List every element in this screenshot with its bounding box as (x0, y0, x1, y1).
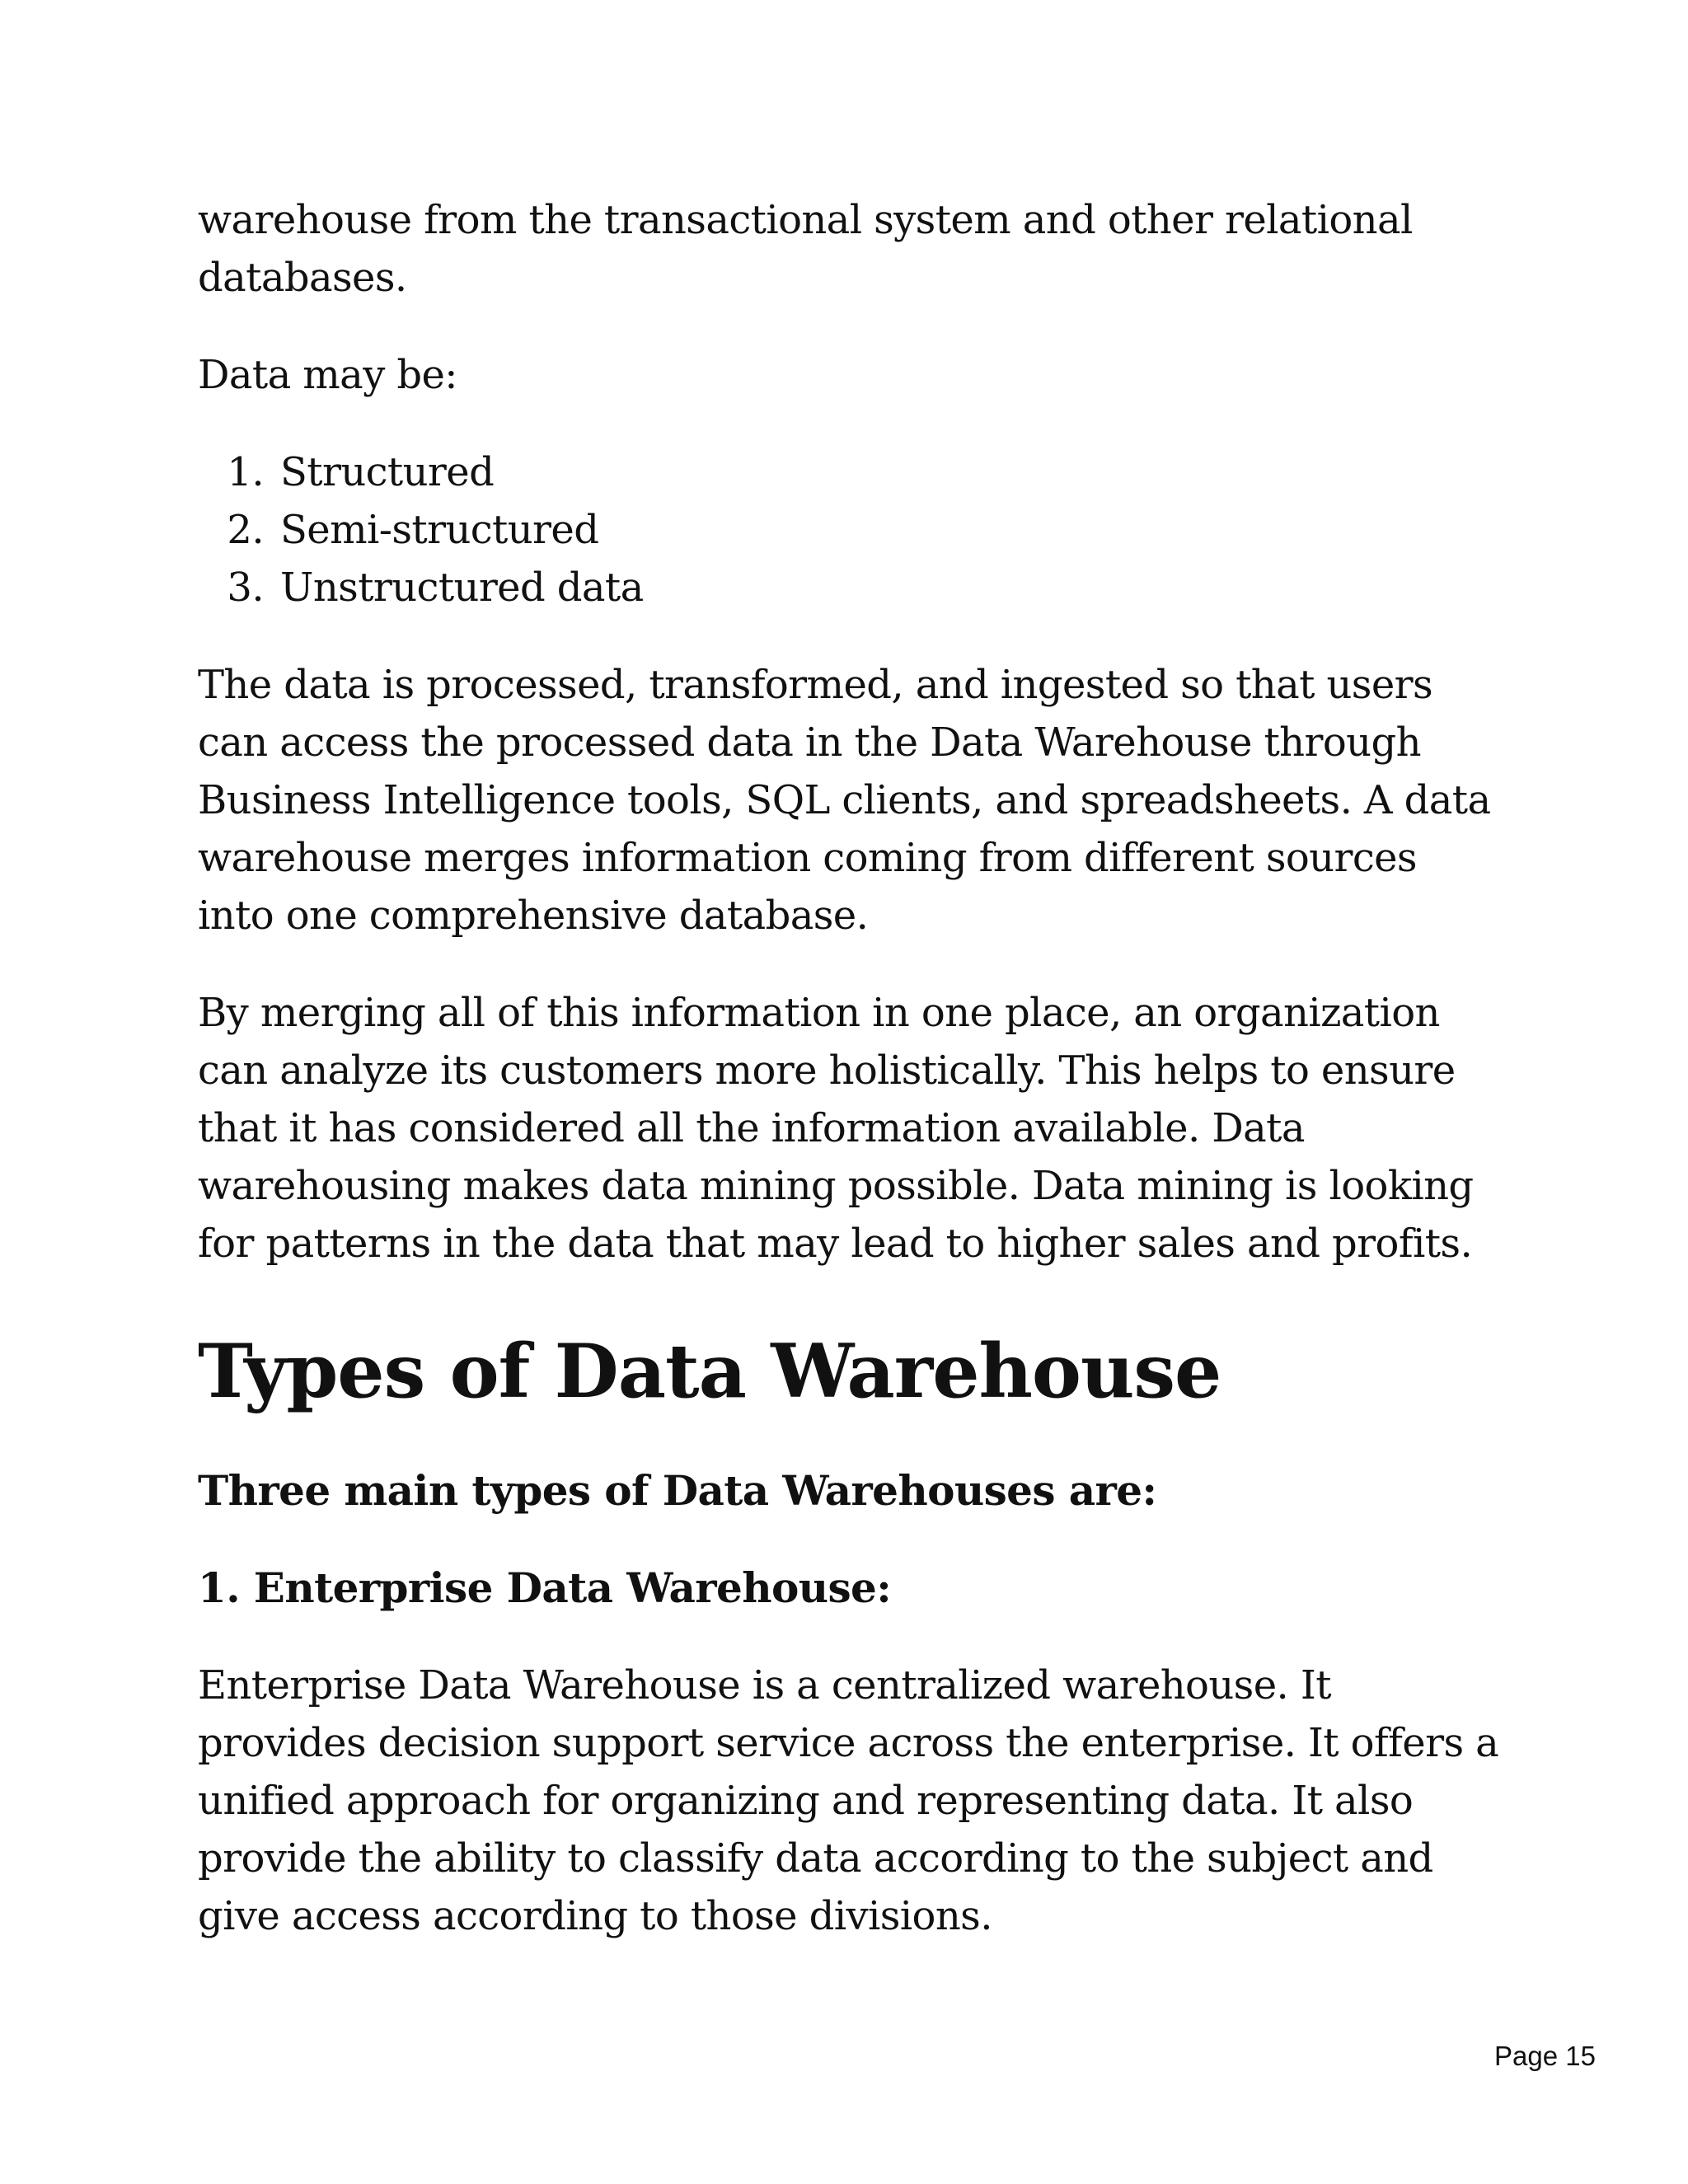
data-types-list (198, 443, 1500, 616)
list-item-label: Unstructured data (280, 565, 644, 611)
merging-information-paragraph: By merging all of this information in one place, an organization can analyze its customers more holistically. This helps to ensure that it has considered all the information available. Data warehousing makes data mining possible. Data mining is looking for patterns in the data that may lead to higher sales and profits. (198, 990, 1474, 1267)
data-may-be-label: Data may be: (198, 352, 457, 398)
list-item-number: 1. (227, 449, 264, 495)
list-item-label: Semi-structured (280, 507, 599, 553)
subheading-three-main-types: Three main types of Data Warehouses are: (198, 1466, 1157, 1515)
list-item-number: 3. (227, 565, 264, 611)
processed-data-paragraph: The data is processed, transformed, and ingested so that users can access the processed data in the Data Warehouse through Business Intelligence tools, SQL clients, and spreadsheets. A data warehouse merges information coming from different sources into one comprehensive database. (198, 662, 1491, 939)
subheading-enterprise-data-warehouse: 1. Enterprise Data Warehouse: (198, 1563, 892, 1612)
list-item (198, 559, 1500, 616)
page-content (198, 191, 1500, 1945)
list-item (198, 501, 1500, 559)
section-heading-types: Types of Data Warehouse (198, 1328, 1221, 1415)
intro-paragraph: warehouse from the transactional system and other relational databases. (198, 197, 1413, 301)
list-item-number: 2. (227, 507, 264, 553)
list-item (198, 443, 1500, 501)
enterprise-paragraph: Enterprise Data Warehouse is a centralized warehouse. It provides decision support service across the enterprise. It offers a unified approach for organizing and representing data. It also provide the ability to classify data according to the subject and give access according to those divisions. (198, 1662, 1499, 1939)
page-number: Page 15 (1494, 2041, 1596, 2071)
list-item-label: Structured (280, 449, 495, 495)
